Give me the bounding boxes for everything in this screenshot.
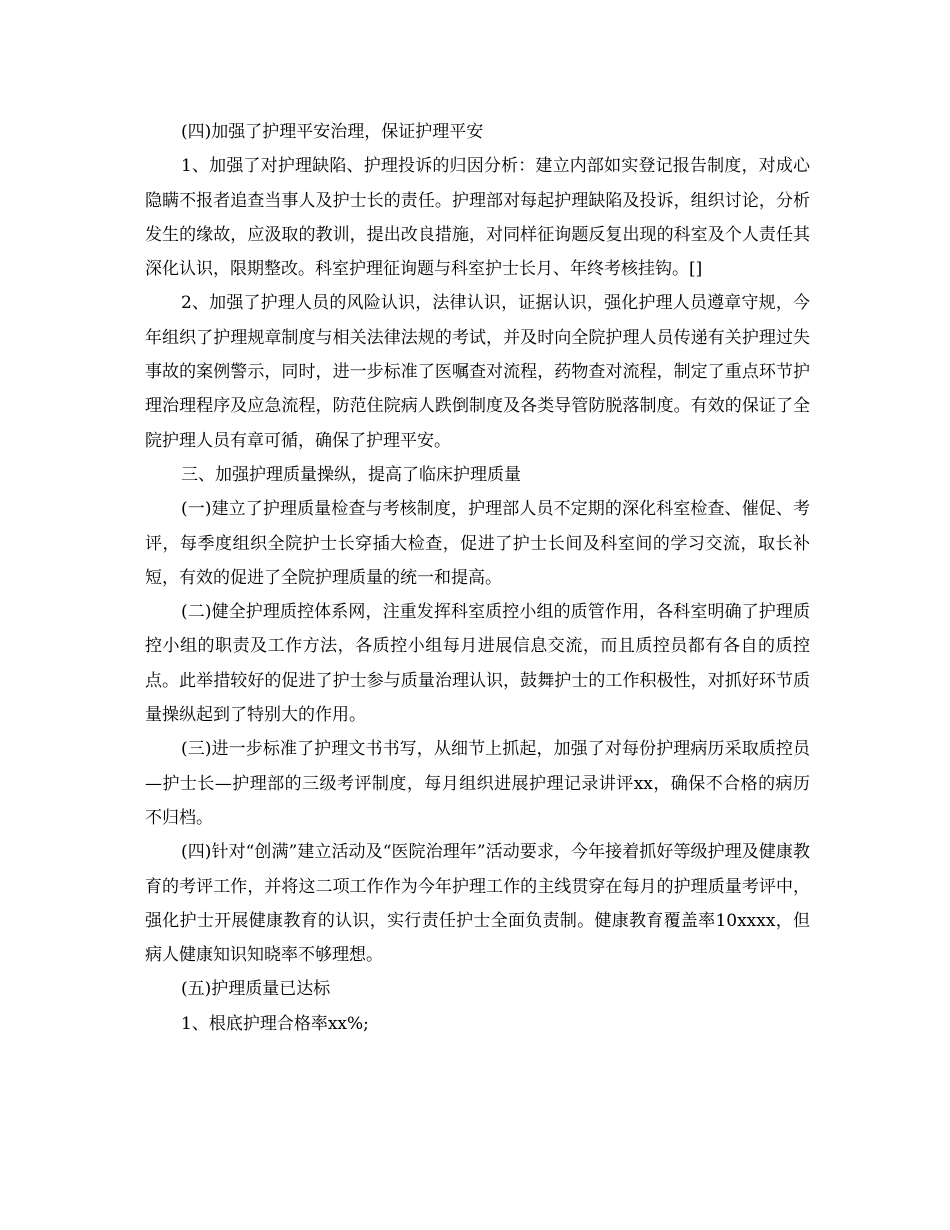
paragraph-qc-network: (二)健全护理质控体系网，注重发挥科室质控小组的质管作用，各科室明确了护理质控小组的职责及工作方法，各质控小组每月进展信息交流，而且质控员都有各自的质控点。此举措较好的促进了护士参与质量治理认识，鼓舞护士的工作积极性，对抓好环节质量操纵起到了特别大的作用。	[145, 602, 810, 726]
paragraph-defect-analysis: 1、加强了对护理缺陷、护理投诉的归因分析：建立内部如实登记报告制度，对成心隐瞒不报者追查当事人及护士长的责任。护理部对每起护理缺陷及投诉，组织讨论，分析发生的缘故，应汲取的教训，提出改良措施，对同样征询题反复出现的科室及个人责任其深化认识，限期整改。科室护理征询题与科室护士长月、年终考核挂钩。[]	[145, 156, 810, 280]
section-heading-safety: (四)加强了护理平安治理，保证护理平安	[181, 122, 484, 142]
paragraph-health-education: (四)针对“创满”建立活动及“医院治理年”活动要求，今年接着抓好等级护理及健康教育的考评工作，并将这二项工作作为今年护理工作的主线贯穿在每月的护理质量考评中，强化护士开展健康教育的认识，实行责任护士全面负责制。健康教育覆盖率10xxxx，但病人健康知识知晓率不够理想。	[145, 842, 810, 966]
section-heading-quality-standard: (五)护理质量已达标	[181, 979, 331, 1000]
paragraph-risk-awareness: 2、加强了护理人员的风险认识，法律认识，证据认识，强化护理人员遵章守规，今年组织了护理规章制度与相关法律法规的考试，并及时向全院护理人员传递有关护理过失事故的案例警示，同时，进一步标准了医嘱查对流程，药物查对流程，制定了重点环节护理治理程序及应急流程，防范住院病人跌倒制度及各类导管防脱落制度。有效的保证了全院护理人员有章可循，确保了护理平安。	[145, 293, 810, 451]
document-body	[145, 115, 810, 1041]
paragraph-inspection-system: (一)建立了护理质量检查与考核制度，护理部人员不定期的深化科室检查、催促、考评，每季度组织全院护士长穿插大检查，促进了护士长间及科室间的学习交流，取长补短，有效的促进了全院护理质量的统一和提高。	[145, 499, 810, 588]
paragraph-basic-care-rate: 1、根底护理合格率xx%;	[181, 1013, 369, 1034]
section-heading-quality-control: 三、加强护理质量操纵，提高了临床护理质量	[181, 464, 521, 485]
paragraph-documentation: (三)进一步标准了护理文书书写，从细节上抓起，加强了对每份护理病历采取质控员—护士长—护理部的三级考评制度，每月组织进展护理记录讲评xx，确保不合格的病历不归档。	[145, 739, 810, 828]
